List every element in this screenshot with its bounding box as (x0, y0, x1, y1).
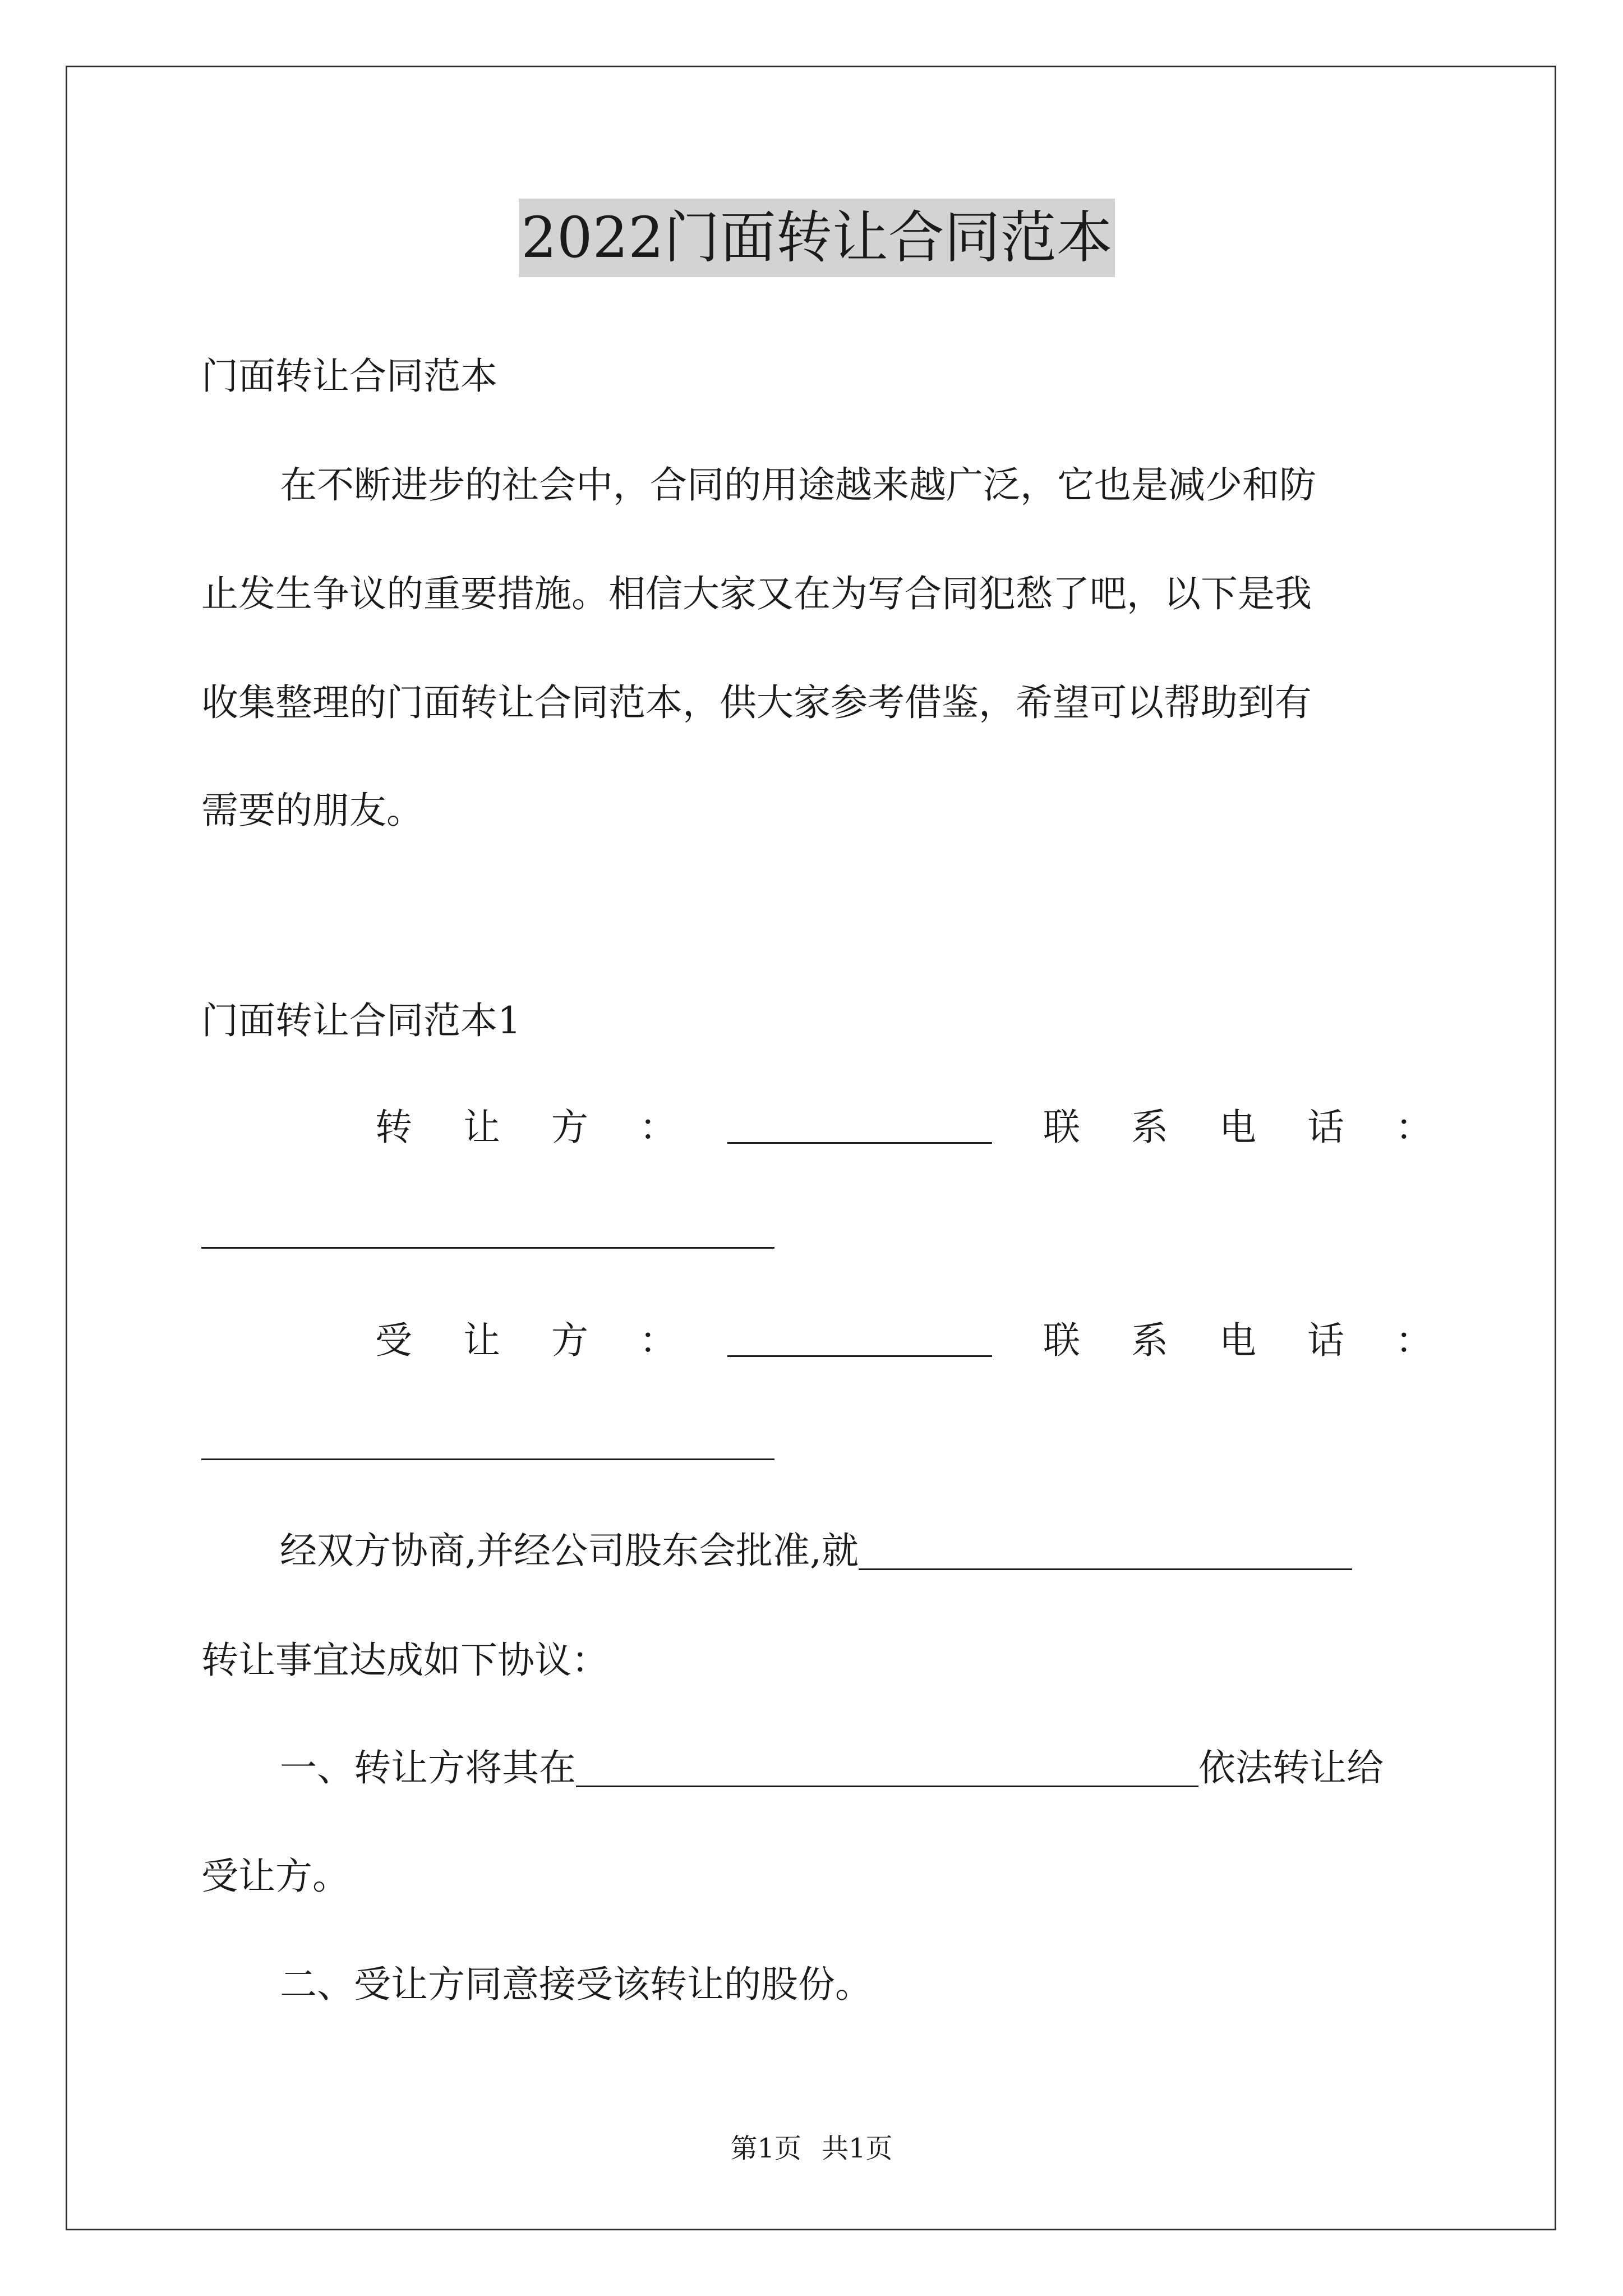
transferor-phone-label-char: 电 (1219, 1106, 1256, 1149)
clause-1-start: 一、转让方将其在 (280, 1746, 576, 1789)
intro-paragraph-line: 收集整理的门面转让合同范本，供大家参考借鉴，希望可以帮助到有 (201, 681, 1312, 724)
transferor-phone-blank[interactable] (201, 1247, 774, 1249)
clause-1 (201, 1740, 1432, 1796)
agreement-subject-blank[interactable] (859, 1529, 1352, 1570)
agreement-line (201, 1523, 1432, 1579)
transferor-label-char: 让 (463, 1106, 500, 1149)
page-number: 第1页 (730, 2133, 801, 2164)
transferor-label-char: 转 (375, 1106, 412, 1149)
section-heading: 门面转让合同范本1 (201, 999, 521, 1042)
transferor-phone-label-char: 联 (1043, 1106, 1080, 1149)
transferor-phone-label-char: ： (1395, 1106, 1432, 1149)
transferor-row (201, 1099, 1432, 1156)
clause-1-end: 依法转让给 (1198, 1746, 1384, 1789)
transferee-phone-blank[interactable] (201, 1458, 774, 1460)
transferee-phone-label-char: 电 (1219, 1319, 1256, 1362)
clause-1-blank[interactable] (576, 1746, 1198, 1787)
intro-heading: 门面转让合同范本 (201, 355, 497, 398)
document-body (201, 0, 1432, 2296)
transferor-label-char: ： (639, 1106, 676, 1149)
transferor-name-blank[interactable] (727, 1103, 992, 1144)
transferee-label-char: 受 (375, 1319, 412, 1362)
transferee-phone-label-char: ： (1395, 1319, 1432, 1362)
transferee-phone-label-char: 系 (1131, 1319, 1168, 1362)
transferee-label-char: ： (639, 1319, 676, 1362)
intro-paragraph-line: 需要的朋友。 (201, 789, 423, 832)
transferee-phone-label-char: 话 (1307, 1319, 1344, 1362)
intro-paragraph-line: 在不断进步的社会中，合同的用途越来越广泛，它也是减少和防 (280, 463, 1316, 507)
document-title: 2022门面转让合同范本 (519, 199, 1115, 277)
transferor-phone-label-char: 话 (1307, 1106, 1344, 1149)
clause-2: 二、受让方同意接受该转让的股份。 (280, 1963, 872, 2006)
transferor-phone-label-char: 系 (1131, 1106, 1168, 1149)
transferee-name-blank[interactable] (727, 1316, 992, 1357)
transferee-label-char: 方 (551, 1319, 588, 1362)
agreement-line-2: 转让事宜达成如下协议： (201, 1639, 608, 1682)
intro-paragraph-line: 止发生争议的重要措施。相信大家又在为写合同犯愁了吧，以下是我 (201, 572, 1312, 615)
transferee-label-char: 让 (463, 1319, 500, 1362)
clause-1-line-2: 受让方。 (201, 1855, 349, 1898)
agreement-text: 经双方协商,并经公司股东会批准,就 (280, 1529, 859, 1572)
transferee-row (201, 1313, 1432, 1369)
transferee-phone-label-char: 联 (1043, 1319, 1080, 1362)
title-wrap (201, 199, 1432, 277)
transferor-label-char: 方 (551, 1106, 588, 1149)
page-total: 共1页 (822, 2133, 893, 2164)
page-footer (0, 2132, 1623, 2165)
